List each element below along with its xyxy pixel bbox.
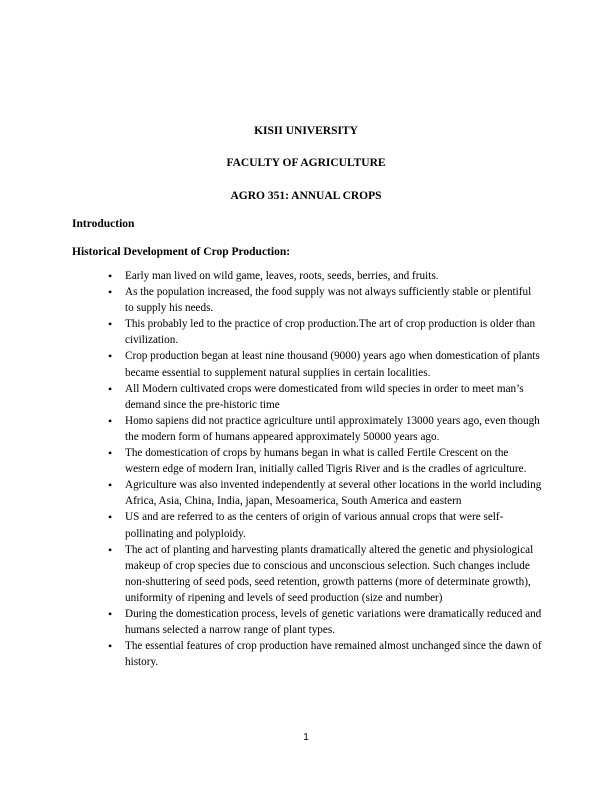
list-item: • Early man lived on wild game, leaves, roots, seeds, berries, and fruits.: [72, 268, 542, 284]
list-item: • During the domestication process, levels of genetic variations were dramatically reduced and humans selected a narrow range of plant types.: [72, 606, 542, 638]
list-item: • Homo sapiens did not practice agriculture until approximately 13000 years ago, even though the modern form of humans appeared approximately 50000 years ago.: [72, 413, 542, 445]
list-item: • This probably led to the practice of crop production.The art of crop production is older than civilization.: [72, 316, 542, 348]
course-title: AGRO 351: ANNUAL CROPS: [230, 190, 382, 202]
list-item: • Agriculture was also invented independently at several other locations in the world including Africa, Asia, China, India, japan, Mesoamerica, South America and eastern: [72, 477, 542, 509]
page-number: 1: [303, 732, 309, 743]
university-title: KISII UNIVERSITY: [254, 125, 358, 137]
list-item: • The act of planting and harvesting plants dramatically altered the genetic and physiological makeup of crop species due to conscious and unconscious selection. Such changes include non-shuttering of seed pods, seed retention, growth patterns (more of determinate growth), uniformity of ripening and levels of seed production (size and number): [72, 542, 542, 606]
faculty-title: FACULTY OF AGRICULTURE: [226, 157, 386, 169]
bullet-list: [72, 268, 542, 670]
list-item: • As the population increased, the food supply was not always sufficiently stable or plentiful to supply his needs.: [72, 284, 542, 316]
list-item: • All Modern cultivated crops were domesticated from wild species in order to meet man’s demand since the pre-historic time: [72, 381, 542, 413]
list-item: • US and are referred to as the centers of origin of various annual crops that were self-pollinating and polyploidy.: [72, 509, 542, 541]
subsection-heading: Historical Development of Crop Production:: [72, 246, 291, 258]
section-heading: Introduction: [72, 218, 135, 230]
list-item: • Crop production began at least nine thousand (9000) years ago when domestication of plants became essential to supplement natural supplies in certain localities.: [72, 348, 542, 380]
list-item: • The essential features of crop production have remained almost unchanged since the dawn of history.: [72, 638, 542, 670]
list-item: • The domestication of crops by humans began in what is called Fertile Crescent on the western edge of modern Iran, initially called Tigris River and is the cradles of agriculture.: [72, 445, 542, 477]
